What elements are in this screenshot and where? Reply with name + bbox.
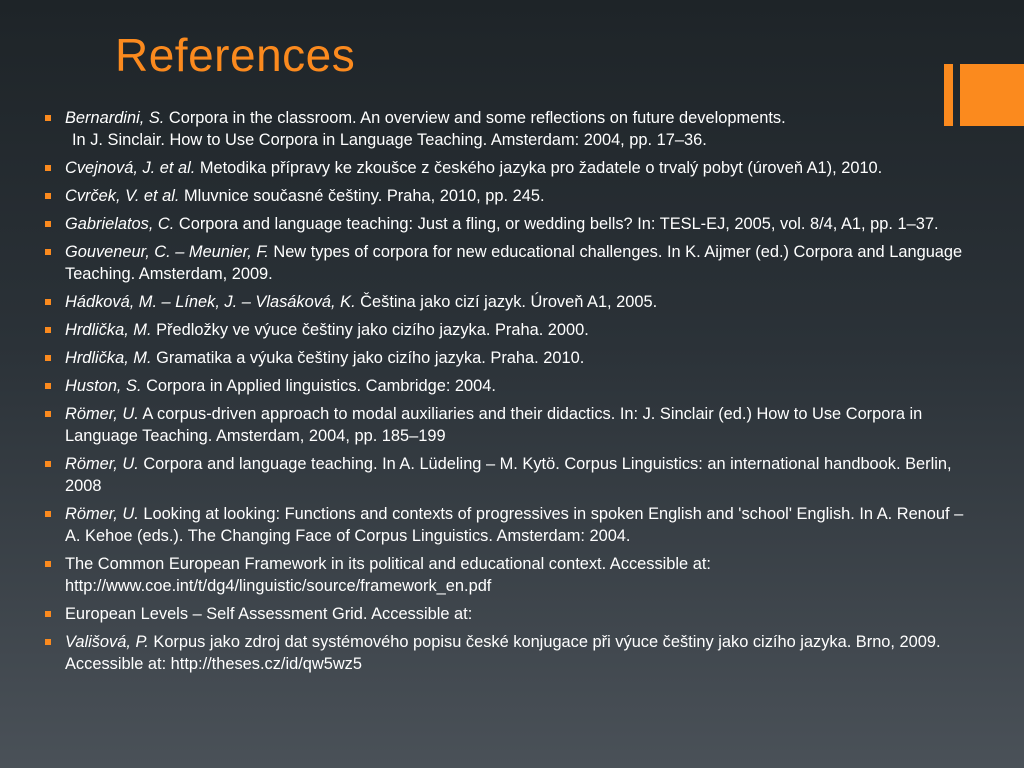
square-bullet-icon: [45, 299, 51, 305]
square-bullet-icon: [45, 249, 51, 255]
reference-text: Corpora and language teaching: Just a fling, or wedding bells? In: TESL-EJ, 2005, vol. 8/4, A1, pp. 1–37.: [174, 215, 939, 233]
reference-item: [42, 213, 972, 235]
reference-item: [42, 347, 972, 369]
reference-text: Korpus jako zdroj dat systémového popisu české konjugace při výuce češtiny jako cizího jazyka. Brno, 2009. Accessible at: http://theses.cz/id/qw5wz5: [65, 633, 941, 673]
square-bullet-icon: [45, 383, 51, 389]
reference-continuation: In J. Sinclair. How to Use Corpora in Language Teaching. Amsterdam: 2004, pp. 17–36.: [72, 131, 707, 149]
square-bullet-icon: [45, 221, 51, 227]
square-bullet-icon: [45, 355, 51, 361]
reference-text: Čeština jako cizí jazyk. Úroveň A1, 2005.: [355, 293, 658, 311]
reference-author: Hrdlička, M.: [65, 349, 152, 367]
reference-text: A corpus-driven approach to modal auxiliaries and their didactics. In: J. Sinclair (ed.) How to Use Corpora in Language Teaching. Amsterdam, 2004, pp. 185–199: [65, 405, 923, 445]
square-bullet-icon: [45, 411, 51, 417]
reference-item: [42, 107, 972, 151]
reference-text: Mluvnice současné češtiny. Praha, 2010, pp. 245.: [179, 187, 545, 205]
square-bullet-icon: [45, 165, 51, 171]
square-bullet-icon: [45, 327, 51, 333]
reference-text: New types of corpora for new educational challenges. In K. Aijmer (ed.) Corpora and Language Teaching. Amsterdam, 2009.: [65, 243, 963, 283]
reference-item: [42, 185, 972, 207]
reference-text: Corpora and language teaching. In A. Lüdeling – M. Kytö. Corpus Linguistics: an international handbook. Berlin, 2008: [65, 455, 952, 495]
square-bullet-icon: [45, 461, 51, 467]
reference-author: Hrdlička, M.: [65, 321, 152, 339]
reference-author: Bernardini, S.: [65, 109, 165, 127]
reference-text: Corpora in Applied linguistics. Cambridge: 2004.: [141, 377, 496, 395]
reference-text: European Levels – Self Assessment Grid. Accessible at:: [65, 605, 473, 623]
reference-item: [42, 241, 972, 285]
reference-text: The Common European Framework in its political and educational context. Accessible at: http://www.coe.int/t/dg4/linguistic/source/framework_en.pdf: [65, 555, 711, 595]
reference-author: Cvrček, V. et al.: [65, 187, 180, 205]
reference-text: Gramatika a výuka češtiny jako cizího jazyka. Praha. 2010.: [151, 349, 585, 367]
slide-title: References: [115, 29, 356, 81]
reference-text: Corpora in the classroom. An overview and some reflections on future developments.: [164, 109, 786, 127]
square-bullet-icon: [45, 193, 51, 199]
reference-item: [42, 453, 972, 497]
reference-author: Huston, S.: [65, 377, 142, 395]
square-bullet-icon: [45, 639, 51, 645]
reference-item: [42, 631, 972, 675]
square-bullet-icon: [45, 561, 51, 567]
reference-author: Cvejnová, J. et al.: [65, 159, 196, 177]
reference-author: Hádková, M. – Línek, J. – Vlasáková, K.: [65, 293, 356, 311]
reference-text: Looking at looking: Functions and contexts of progressives in spoken English and 'school' English. In A. Renouf – A. Kehoe (eds.). The Changing Face of Corpus Linguistics. Amsterdam: 2004.: [65, 505, 964, 545]
reference-item: [42, 553, 972, 597]
reference-author: Römer, U.: [65, 505, 139, 523]
reference-item: [42, 291, 972, 313]
reference-text: Metodika přípravy ke zkoušce z českého jazyka pro žadatele o trvalý pobyt (úroveň A1), 2010.: [195, 159, 883, 177]
square-bullet-icon: [45, 611, 51, 617]
reference-item: [42, 403, 972, 447]
reference-item: [42, 319, 972, 341]
square-bullet-icon: [45, 511, 51, 517]
reference-item: [42, 375, 972, 397]
reference-author: Gouveneur, C. – Meunier, F.: [65, 243, 269, 261]
reference-author: Vališová, P.: [65, 633, 149, 651]
reference-item: [42, 157, 972, 179]
square-bullet-icon: [45, 115, 51, 121]
reference-text: Předložky ve výuce češtiny jako cizího jazyka. Praha. 2000.: [151, 321, 589, 339]
reference-list: [42, 107, 972, 681]
reference-author: Gabrielatos, C.: [65, 215, 175, 233]
reference-item: [42, 503, 972, 547]
reference-author: Römer, U.: [65, 455, 139, 473]
reference-item: [42, 603, 972, 625]
reference-author: Römer, U.: [65, 405, 139, 423]
